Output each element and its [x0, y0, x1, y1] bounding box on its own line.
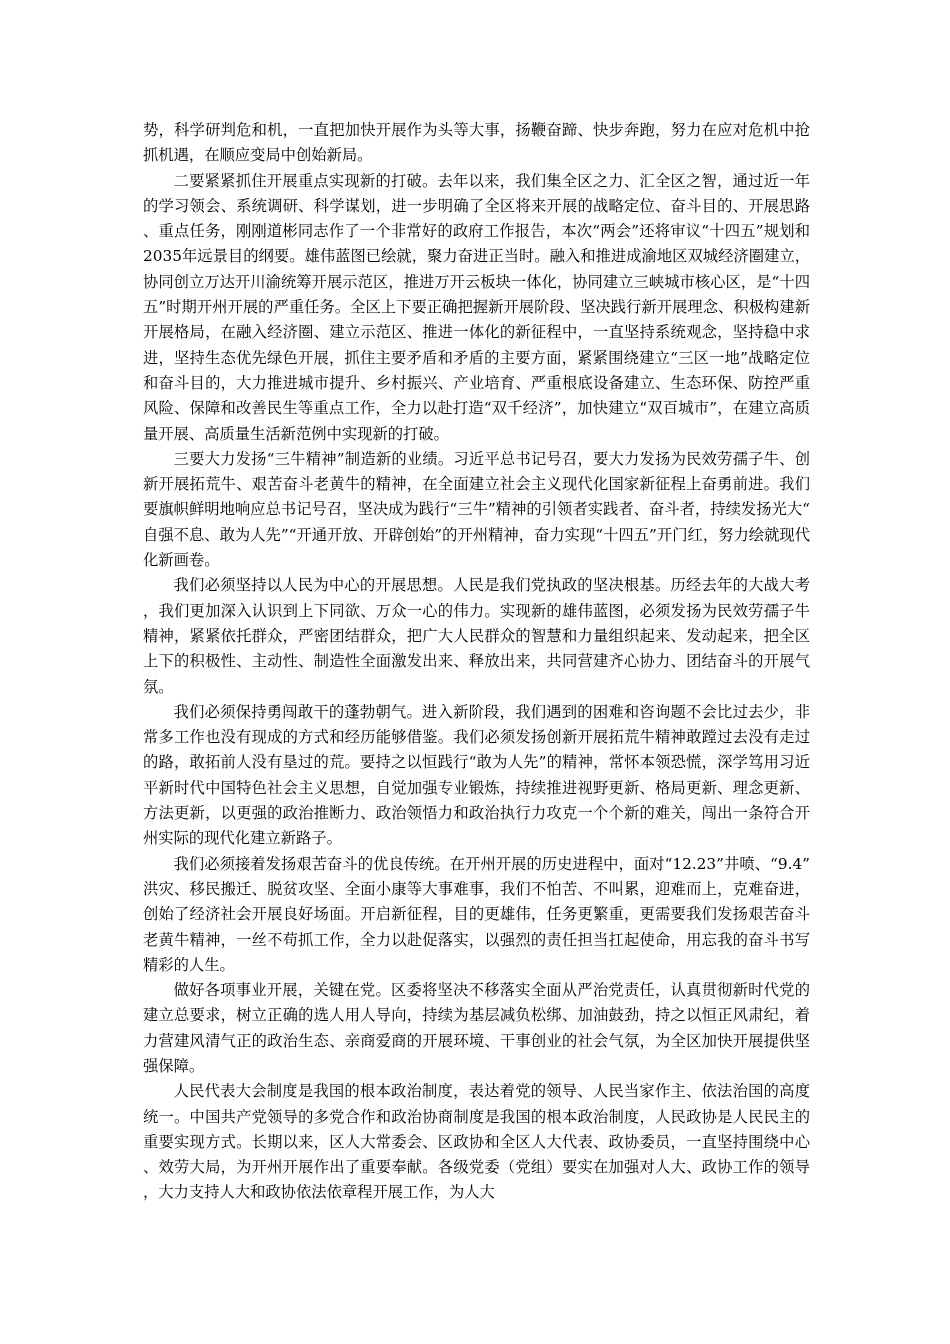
paragraph: 我们必须坚持以人民为中心的开展思想。人民是我们党执政的坚决根基。历经去年的大战大考，我们更加深入认识到上下同欲、万众一心的伟力。实现新的雄伟蓝图，必须发扬为民效劳孺子牛精神，紧紧依托群众，严密团结群众，把广大人民群众的智慧和力量组织起来、发动起来，把全区上下的积极性、主动性、制造性全面激发出来、释放出来，共同营建齐心协力、团结奋斗的开展气氛。 — [143, 576, 810, 696]
paragraph: 人民代表大会制度是我国的根本政治制度，表达着党的领导、人民当家作主、依法治国的高度统一。中国共产党领导的多党合作和政治协商制度是我国的根本政治制度，人民政协是人民民主的重要实现方式。长期以来，区人大常委会、区政协和全区人大代表、政协委员，一直坚持围绕中心、效劳大局，为开州开展作出了重要奉献。各级党委（党组）要实在加强对人大、政协工作的领导，大力支持人大和政协依法依章程开展工作，为人大 — [143, 1082, 810, 1202]
paragraph: 我们必须保持勇闯敢干的蓬勃朝气。进入新阶段，我们遇到的困难和咨询题不会比过去少，非常多工作也没有现成的方式和经历能够借鉴。我们必须发扬创新开展拓荒牛精神敢蹚过去没有走过的路，敢拓前人没有垦过的荒。要持之以恒践行“敢为人先”的精神，常怀本领恐慌，深学笃用习近平新时代中国特色社会主义思想，自觉加强专业锻炼，持续推进视野更新、格局更新、理念更新、方法更新，以更强的政治推断力、政治领悟力和政治执行力攻克一个个新的难关，闯出一条符合开州实际的现代化建立新路子。 — [143, 702, 810, 848]
paragraph: 二要紧紧抓住开展重点实现新的打破。去年以来，我们集全区之力、汇全区之智，通过近一年的学习领会、系统调研、科学谋划，进一步明确了全区将来开展的战略定位、奋斗目的、开展思路、重点任务，刚刚道彬同志作了一个非常好的政府工作报告，本次“两会”还将审议“十四五”规划和2035年远景目的纲要。雄伟蓝图已绘就，聚力奋进正当时。融入和推进成渝地区双城经济圈建立，协同创立万达开川渝统筹开展示范区，推进万开云板块一体化，协同建立三峡城市核心区，是“十四五”时期开州开展的严重任务。全区上下要正确把握新开展阶段、坚决践行新开展理念、积极构建新开展格局，在融入经济圈、建立示范区、推进一体化的新征程中，一直坚持系统观念，坚持稳中求进，坚持生态优先绿色开展，抓住主要矛盾和矛盾的主要方面，紧紧围绕建立“三区一地”战略定位和奋斗目的，大力推进城市提升、乡村振兴、产业培育、严重根底设备建立、生态环保、防控严重风险、保障和改善民生等重点工作，全力以赴打造“双千经济”，加快建立“双百城市”，在建立高质量开展、高质量生活新范例中实现新的打破。 — [143, 171, 810, 443]
document-body — [143, 118, 810, 1206]
paragraph: 我们必须接着发扬艰苦奋斗的优良传统。在开州开展的历史进程中，面对“12.23”井喷、“9.4”洪灾、移民搬迁、脱贫攻坚、全面小康等大事难事，我们不怕苦、不叫累，迎难而上，克难奋进，创始了经济社会开展良好场面。开启新征程，目的更雄伟，任务更繁重，更需要我们发扬艰苦奋斗老黄牛精神，一丝不苟抓工作，全力以赴促落实，以强烈的责任担当扛起使命，用忘我的奋斗书写精彩的人生。 — [143, 854, 810, 974]
paragraph: 做好各项事业开展，关键在党。区委将坚决不移落实全面从严治党责任，认真贯彻新时代党的建立总要求，树立正确的选人用人导向，持续为基层减负松绑、加油鼓劲，持之以恒正风肃纪，着力营建风清气正的政治生态、亲商爱商的开展环境、干事创业的社会气氛，为全区加快开展提供坚强保障。 — [143, 981, 810, 1075]
paragraph: 三要大力发扬“三牛精神”制造新的业绩。习近平总书记号召，要大力发扬为民效劳孺子牛、创新开展拓荒牛、艰苦奋斗老黄牛的精神，在全面建立社会主义现代化国家新征程上奋勇前进。我们要旗帜鲜明地响应总书记号召，坚决成为践行“三牛”精神的引领者实践者、奋斗者，持续发扬光大“自强不息、敢为人先”“开通开放、开辟创始”的开州精神，奋力实现“十四五”开门红，努力绘就现代化新画卷。 — [143, 449, 810, 570]
paragraph-continued: 势，科学研判危和机，一直把加快开展作为头等大事，扬鞭奋蹄、快步奔跑，努力在应对危机中抢抓机遇，在顺应变局中创始新局。 — [143, 121, 810, 165]
